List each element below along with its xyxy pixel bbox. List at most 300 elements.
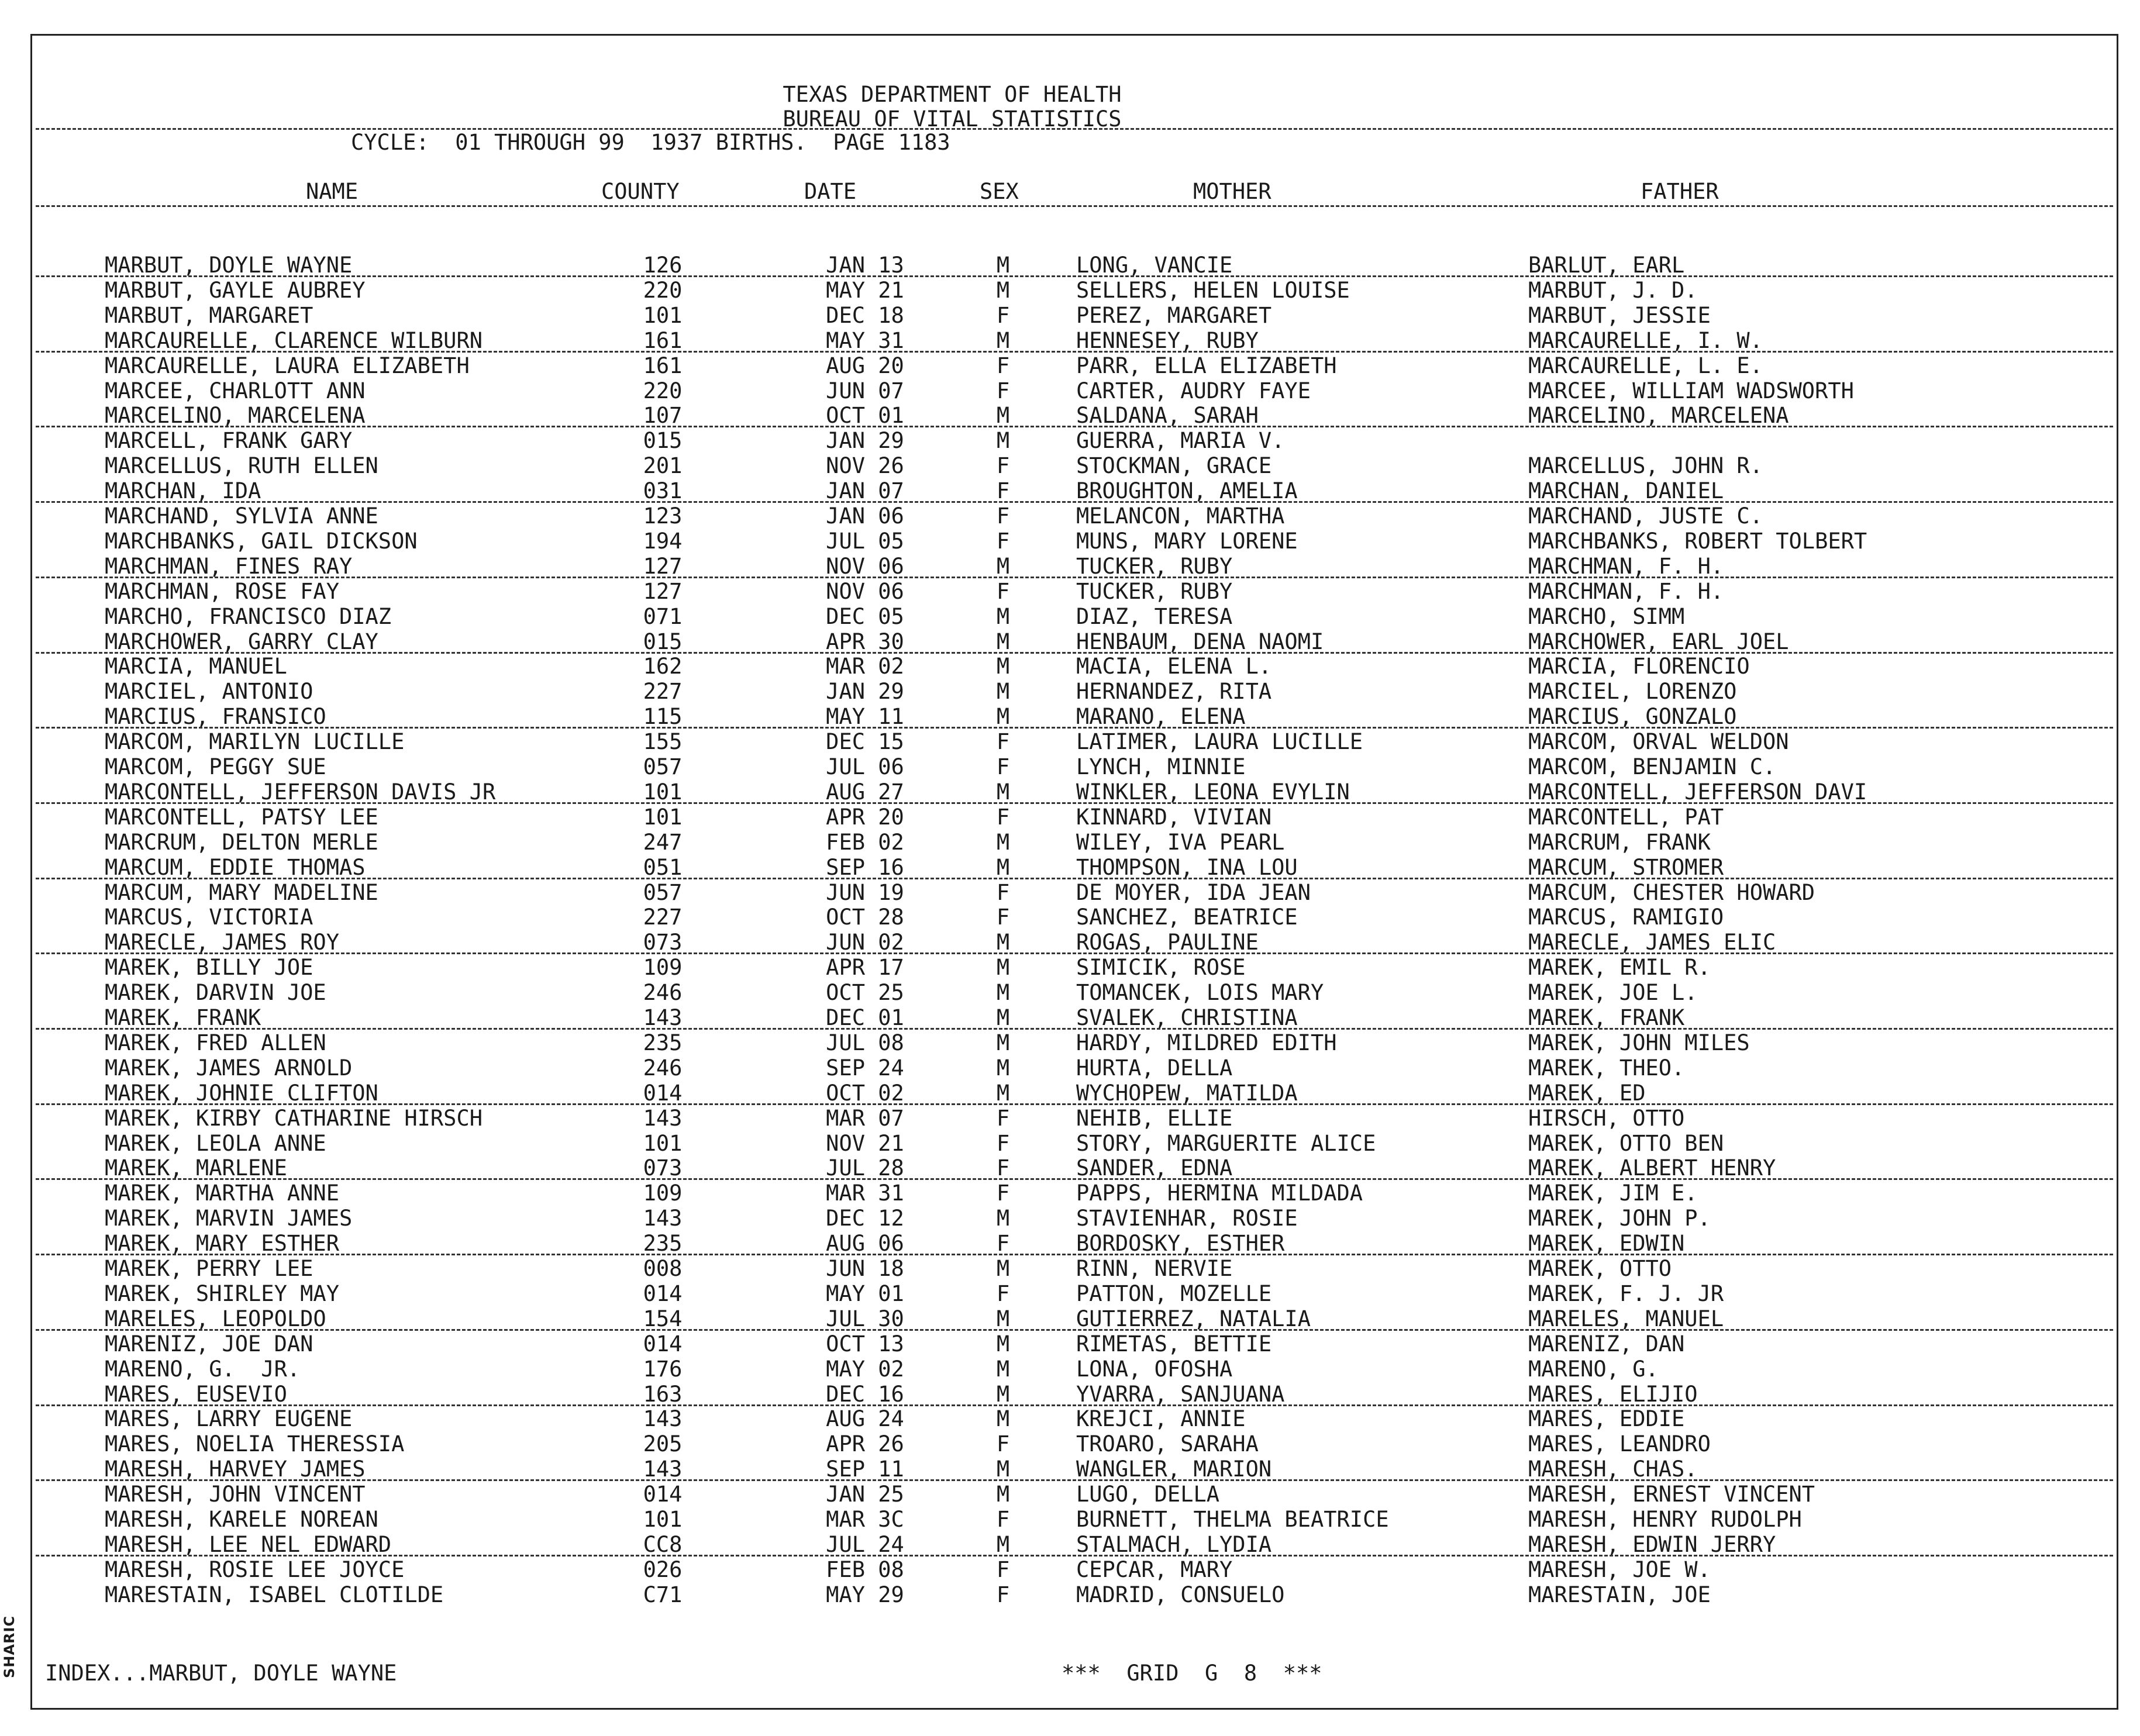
cell-date: MAY 21	[826, 277, 904, 303]
cell-mother: RIMETAS, BETTIE	[1076, 1331, 1272, 1357]
cell-mother: DIAZ, TERESA	[1076, 603, 1233, 629]
cell-mother: SVALEK, CHRISTINA	[1076, 1005, 1298, 1030]
cell-county: 227	[643, 679, 683, 705]
cell-name: MARESH, HARVEY JAMES	[105, 1457, 366, 1482]
cell-date: JAN 29	[826, 679, 904, 705]
cell-date: JAN 07	[826, 478, 904, 504]
cell-sex: M	[996, 704, 1010, 730]
cell-county: 162	[643, 654, 683, 679]
cell-name: MARESH, KARELE NOREAN	[105, 1507, 378, 1532]
row-separator	[36, 1178, 2113, 1180]
cell-name: MARCEE, CHARLOTT ANN	[105, 378, 366, 403]
cell-sex: F	[996, 478, 1010, 504]
cell-father: MARBUT, J. D.	[1528, 277, 1698, 303]
cell-date: JAN 29	[826, 428, 904, 454]
cell-date: DEC 15	[826, 729, 904, 755]
cell-father: MARCELINO, MARCELENA	[1528, 403, 1789, 429]
cell-county: 107	[643, 403, 683, 429]
cell-father: MARCHBANKS, ROBERT TOLBERT	[1528, 528, 1867, 554]
cell-county: 235	[643, 1030, 683, 1055]
cell-mother: PARR, ELLA ELIZABETH	[1076, 353, 1337, 378]
cell-date: MAR 02	[826, 654, 904, 679]
cell-mother: CARTER, AUDRY FAYE	[1076, 378, 1311, 403]
cell-father: MAREK, JOE L.	[1528, 980, 1698, 1006]
cell-date: MAR 07	[826, 1105, 904, 1131]
cell-mother: THOMPSON, INA LOU	[1076, 854, 1298, 880]
cell-name: MARCIA, MANUEL	[105, 654, 287, 679]
cell-name: MARCONTELL, PATSY LEE	[105, 804, 378, 830]
cell-mother: YVARRA, SANJUANA	[1076, 1381, 1285, 1407]
cell-father: MAREK, F. J. JR	[1528, 1281, 1724, 1306]
cell-sex: F	[996, 528, 1010, 554]
cell-sex: M	[996, 1005, 1010, 1030]
cell-sex: F	[996, 804, 1010, 830]
cell-name: MARCHMAN, ROSE FAY	[105, 578, 339, 604]
cell-sex: M	[996, 629, 1010, 654]
cell-sex: M	[996, 679, 1010, 705]
cell-date: DEC 16	[826, 1381, 904, 1407]
cell-mother: LUGO, DELLA	[1076, 1482, 1220, 1507]
cell-father: HIRSCH, OTTO	[1528, 1105, 1685, 1131]
cell-name: MARECLE, JAMES ROY	[105, 930, 339, 955]
cell-name: MARCELL, FRANK GARY	[105, 428, 353, 454]
cell-sex: F	[996, 1231, 1010, 1257]
cell-mother: WINKLER, LEONA EVYLIN	[1076, 779, 1350, 805]
cell-county: 155	[643, 729, 683, 755]
cell-father: MARESH, ERNEST VINCENT	[1528, 1482, 1815, 1507]
cell-date: DEC 01	[826, 1005, 904, 1030]
cell-father: MARES, EDDIE	[1528, 1406, 1685, 1432]
column-header-name: NAME	[306, 179, 359, 204]
cell-mother: DE MOYER, IDA JEAN	[1076, 879, 1311, 905]
grid-footer: *** GRID G 8 ***	[1062, 1661, 1322, 1686]
cell-county: 071	[643, 603, 683, 629]
cell-father: MARCAURELLE, I. W.	[1528, 327, 1763, 353]
cell-mother: RINN, NERVIE	[1076, 1256, 1233, 1281]
cell-name: MAREK, LEOLA ANNE	[105, 1130, 326, 1156]
cell-mother: HURTA, DELLA	[1076, 1055, 1233, 1081]
cell-county: 235	[643, 1231, 683, 1257]
cell-name: MARES, LARRY EUGENE	[105, 1406, 353, 1432]
cell-name: MARCOM, PEGGY SUE	[105, 754, 326, 779]
cell-name: MARCUM, MARY MADELINE	[105, 879, 378, 905]
cell-mother: NEHIB, ELLIE	[1076, 1105, 1233, 1131]
cell-date: JUN 18	[826, 1256, 904, 1281]
cell-date: JAN 13	[826, 253, 904, 278]
cell-date: DEC 12	[826, 1206, 904, 1231]
cell-father: MARBUT, JESSIE	[1528, 302, 1711, 328]
cell-father: MARECLE, JAMES ELIC	[1528, 930, 1776, 955]
cell-name: MARCHBANKS, GAIL DICKSON	[105, 528, 418, 554]
cell-father: MARESTAIN, JOE	[1528, 1582, 1711, 1607]
cell-date: OCT 13	[826, 1331, 904, 1357]
cell-mother: BORDOSKY, ESTHER	[1076, 1231, 1285, 1257]
cell-sex: F	[996, 378, 1010, 403]
cell-sex: F	[996, 1556, 1010, 1582]
cell-county: 123	[643, 503, 683, 529]
cell-father: MAREK, THEO.	[1528, 1055, 1685, 1081]
cell-mother: WANGLER, MARION	[1076, 1457, 1272, 1482]
row-separator	[36, 1555, 2113, 1556]
cell-name: MARCAURELLE, LAURA ELIZABETH	[105, 353, 470, 378]
cell-county: 101	[643, 302, 683, 328]
cell-sex: M	[996, 829, 1010, 855]
cell-name: MAREK, FRANK	[105, 1005, 261, 1030]
cell-mother: TUCKER, RUBY	[1076, 578, 1233, 604]
cell-date: AUG 20	[826, 353, 904, 378]
cell-mother: HARDY, MILDRED EDITH	[1076, 1030, 1337, 1055]
cell-name: MARCUM, EDDIE THOMAS	[105, 854, 366, 880]
cell-mother: MELANCON, MARTHA	[1076, 503, 1285, 529]
row-separator	[36, 1254, 2113, 1255]
cell-county: 051	[643, 854, 683, 880]
cell-sex: M	[996, 1457, 1010, 1482]
cell-name: MARES, EUSEVIO	[105, 1381, 287, 1407]
cell-county: 143	[643, 1457, 683, 1482]
cell-mother: MADRID, CONSUELO	[1076, 1582, 1285, 1607]
row-separator	[36, 1103, 2113, 1105]
cell-county: CC8	[643, 1531, 683, 1557]
cell-county: 143	[643, 1406, 683, 1432]
cell-father: MAREK, OTTO BEN	[1528, 1130, 1724, 1156]
cell-father: MARCRUM, FRANK	[1528, 829, 1711, 855]
cell-county: 109	[643, 955, 683, 981]
cell-sex: M	[996, 930, 1010, 955]
cell-name: MARCELINO, MARCELENA	[105, 403, 366, 429]
cell-mother: GUERRA, MARIA V.	[1076, 428, 1285, 454]
cell-date: SEP 11	[826, 1457, 904, 1482]
cell-father: MARCAURELLE, L. E.	[1528, 353, 1763, 378]
cell-county: 161	[643, 327, 683, 353]
cell-date: SEP 16	[826, 854, 904, 880]
cell-date: FEB 08	[826, 1556, 904, 1582]
cell-name: MARCHO, FRANCISCO DIAZ	[105, 603, 392, 629]
cell-father: MARCHAND, JUSTE C.	[1528, 503, 1763, 529]
cell-date: MAY 31	[826, 327, 904, 353]
cell-mother: STALMACH, LYDIA	[1076, 1531, 1272, 1557]
cell-father: MAREK, EMIL R.	[1528, 955, 1711, 981]
cell-county: 073	[643, 1155, 683, 1181]
cell-sex: M	[996, 1531, 1010, 1557]
cell-date: OCT 25	[826, 980, 904, 1006]
cell-sex: F	[996, 879, 1010, 905]
cell-sex: M	[996, 654, 1010, 679]
cell-father: MARCOM, BENJAMIN C.	[1528, 754, 1776, 779]
cell-county: 205	[643, 1431, 683, 1457]
cell-sex: F	[996, 578, 1010, 604]
cell-name: MARESH, LEE NEL EDWARD	[105, 1531, 392, 1557]
column-header-mother: MOTHER	[1193, 179, 1271, 204]
cell-date: SEP 24	[826, 1055, 904, 1081]
cell-date: AUG 06	[826, 1231, 904, 1257]
row-separator	[36, 426, 2113, 427]
cell-mother: BURNETT, THELMA BEATRICE	[1076, 1507, 1389, 1532]
cell-county: 246	[643, 980, 683, 1006]
cell-name: MARCAURELLE, CLARENCE WILBURN	[105, 327, 483, 353]
cell-date: OCT 02	[826, 1080, 904, 1106]
cell-date: APR 20	[826, 804, 904, 830]
cell-name: MARELES, LEOPOLDO	[105, 1306, 326, 1331]
cell-sex: M	[996, 327, 1010, 353]
cell-county: 073	[643, 930, 683, 955]
cell-date: MAY 11	[826, 704, 904, 730]
cell-father: MAREK, OTTO	[1528, 1256, 1672, 1281]
cell-name: MARCUS, VICTORIA	[105, 905, 313, 930]
cell-county: 127	[643, 553, 683, 579]
row-separator	[36, 652, 2113, 654]
cell-mother: MUNS, MARY LORENE	[1076, 528, 1298, 554]
cell-county: 101	[643, 804, 683, 830]
cell-date: MAY 01	[826, 1281, 904, 1306]
cell-mother: SELLERS, HELEN LOUISE	[1076, 277, 1350, 303]
register-page	[30, 34, 2118, 1710]
index-footer: INDEX...MARBUT, DOYLE WAYNE	[45, 1661, 397, 1686]
column-header-county: COUNTY	[601, 179, 680, 204]
cell-name: MARCIUS, FRANSICO	[105, 704, 326, 730]
cell-sex: M	[996, 1256, 1010, 1281]
cell-date: JUL 05	[826, 528, 904, 554]
cell-mother: CEPCAR, MARY	[1076, 1556, 1233, 1582]
cell-sex: F	[996, 729, 1010, 755]
cell-name: MAREK, MARVIN JAMES	[105, 1206, 353, 1231]
cell-sex: F	[996, 302, 1010, 328]
row-separator	[36, 351, 2113, 353]
cell-sex: F	[996, 503, 1010, 529]
bureau-title: BUREAU OF VITAL STATISTICS	[783, 106, 1122, 132]
cell-county: 014	[643, 1482, 683, 1507]
cell-mother: STORY, MARGUERITE ALICE	[1076, 1130, 1376, 1156]
cell-name: MARCRUM, DELTON MERLE	[105, 829, 378, 855]
cell-county: 143	[643, 1005, 683, 1030]
cell-date: MAR 31	[826, 1181, 904, 1206]
cell-date: JUL 08	[826, 1030, 904, 1055]
cell-father: MARESH, JOE W.	[1528, 1556, 1711, 1582]
cell-name: MAREK, JAMES ARNOLD	[105, 1055, 353, 1081]
cell-sex: F	[996, 1181, 1010, 1206]
cell-name: MAREK, DARVIN JOE	[105, 980, 326, 1006]
cell-name: MARBUT, DOYLE WAYNE	[105, 253, 353, 278]
cell-sex: F	[996, 1582, 1010, 1607]
cell-name: MARESH, ROSIE LEE JOYCE	[105, 1556, 405, 1582]
cell-county: 014	[643, 1281, 683, 1306]
cell-date: MAR 3C	[826, 1507, 904, 1532]
cell-name: MAREK, MARTHA ANNE	[105, 1181, 339, 1206]
cell-father: MAREK, JIM E.	[1528, 1181, 1698, 1206]
row-separator	[36, 952, 2113, 954]
cell-name: MARCHMAN, FINES RAY	[105, 553, 353, 579]
cell-county: 220	[643, 378, 683, 403]
cell-mother: STOCKMAN, GRACE	[1076, 453, 1272, 479]
cell-county: 143	[643, 1105, 683, 1131]
cell-sex: M	[996, 1055, 1010, 1081]
cell-sex: M	[996, 428, 1010, 454]
cell-county: 014	[643, 1080, 683, 1106]
side-mark: SHARIC	[1, 1616, 18, 1678]
cell-sex: M	[996, 253, 1010, 278]
cell-mother: LONA, OFOSHA	[1076, 1356, 1233, 1382]
cell-date: OCT 01	[826, 403, 904, 429]
cell-mother: PATTON, MOZELLE	[1076, 1281, 1272, 1306]
cell-father: MARCUM, STROMER	[1528, 854, 1724, 880]
cell-mother: GUTIERREZ, NATALIA	[1076, 1306, 1311, 1331]
cell-name: MARCHOWER, GARRY CLAY	[105, 629, 378, 654]
cell-mother: TROARO, SARAHA	[1076, 1431, 1259, 1457]
cell-mother: PAPPS, HERMINA MILDADA	[1076, 1181, 1363, 1206]
row-separator	[36, 1404, 2113, 1406]
cell-mother: WYCHOPEW, MATILDA	[1076, 1080, 1298, 1106]
cell-father: MARCHMAN, F. H.	[1528, 553, 1724, 579]
cell-father: MARENO, G.	[1528, 1356, 1659, 1382]
cell-name: MARBUT, MARGARET	[105, 302, 313, 328]
cell-father: MARCHAN, DANIEL	[1528, 478, 1724, 504]
cell-county: 057	[643, 754, 683, 779]
cell-father: MARCIEL, LORENZO	[1528, 679, 1737, 705]
cell-father: MAREK, JOHN P.	[1528, 1206, 1711, 1231]
column-header-sex: SEX	[980, 179, 1019, 204]
cell-sex: F	[996, 353, 1010, 378]
cell-date: JUL 28	[826, 1155, 904, 1181]
cell-county: 101	[643, 779, 683, 805]
cell-name: MARCOM, MARILYN LUCILLE	[105, 729, 405, 755]
cell-county: 026	[643, 1556, 683, 1582]
cell-father: MARCONTELL, PAT	[1528, 804, 1724, 830]
cell-sex: F	[996, 754, 1010, 779]
cell-mother: LATIMER, LAURA LUCILLE	[1076, 729, 1363, 755]
cell-father: MAREK, ALBERT HENRY	[1528, 1155, 1776, 1181]
cell-name: MAREK, BILLY JOE	[105, 955, 313, 981]
cell-county: 115	[643, 704, 683, 730]
cell-father: MARCIUS, GONZALO	[1528, 704, 1737, 730]
cell-county: 163	[643, 1381, 683, 1407]
cell-sex: F	[996, 1105, 1010, 1131]
cell-name: MAREK, KIRBY CATHARINE HIRSCH	[105, 1105, 483, 1131]
cell-mother: TOMANCEK, LOIS MARY	[1076, 980, 1324, 1006]
cell-date: APR 26	[826, 1431, 904, 1457]
cell-sex: F	[996, 453, 1010, 479]
cell-county: 161	[643, 353, 683, 378]
cell-county: 101	[643, 1507, 683, 1532]
cell-mother: HERNANDEZ, RITA	[1076, 679, 1272, 705]
column-header-rule	[36, 205, 2113, 207]
cell-father: MARESH, CHAS.	[1528, 1457, 1698, 1482]
cell-mother: STAVIENHAR, ROSIE	[1076, 1206, 1298, 1231]
cell-name: MARESH, JOHN VINCENT	[105, 1482, 366, 1507]
cell-sex: M	[996, 1406, 1010, 1432]
row-separator	[36, 275, 2113, 277]
cell-sex: F	[996, 905, 1010, 930]
cell-mother: BROUGHTON, AMELIA	[1076, 478, 1298, 504]
cell-mother: KINNARD, VIVIAN	[1076, 804, 1272, 830]
cell-mother: ROGAS, PAULINE	[1076, 930, 1259, 955]
cell-mother: LYNCH, MINNIE	[1076, 754, 1246, 779]
cell-name: MARCHAND, SYLVIA ANNE	[105, 503, 378, 529]
cell-name: MARCHAN, IDA	[105, 478, 261, 504]
column-header-father: FATHER	[1641, 179, 1719, 204]
cell-name: MARESTAIN, ISABEL CLOTILDE	[105, 1582, 444, 1607]
cell-sex: M	[996, 603, 1010, 629]
header-rule	[36, 128, 2113, 130]
cell-mother: HENNESEY, RUBY	[1076, 327, 1259, 353]
cell-county: 154	[643, 1306, 683, 1331]
cell-sex: M	[996, 1356, 1010, 1382]
cell-sex: F	[996, 1431, 1010, 1457]
cell-father: MARESH, EDWIN JERRY	[1528, 1531, 1776, 1557]
cell-name: MAREK, JOHNIE CLIFTON	[105, 1080, 378, 1106]
cell-sex: M	[996, 403, 1010, 429]
cell-sex: M	[996, 779, 1010, 805]
cell-county: 227	[643, 905, 683, 930]
cell-father: MARCELLUS, JOHN R.	[1528, 453, 1763, 479]
cell-date: MAY 29	[826, 1582, 904, 1607]
cell-father: MARCUS, RAMIGIO	[1528, 905, 1724, 930]
cell-father: MARESH, HENRY RUDOLPH	[1528, 1507, 1802, 1532]
cell-name: MAREK, PERRY LEE	[105, 1256, 313, 1281]
cell-county: 220	[643, 277, 683, 303]
cell-name: MAREK, MARY ESTHER	[105, 1231, 339, 1257]
cell-name: MARES, NOELIA THERESSIA	[105, 1431, 405, 1457]
cycle-line: CYCLE: 01 THROUGH 99 1937 BIRTHS. PAGE 1183	[351, 130, 950, 155]
cell-county: 015	[643, 629, 683, 654]
cell-county: 127	[643, 578, 683, 604]
cell-date: JUN 19	[826, 879, 904, 905]
cell-father: MARCHMAN, F. H.	[1528, 578, 1724, 604]
cell-sex: F	[996, 1507, 1010, 1532]
cell-county: 101	[643, 1130, 683, 1156]
cell-county: C71	[643, 1582, 683, 1607]
cell-name: MAREK, FRED ALLEN	[105, 1030, 326, 1055]
cell-mother: SANCHEZ, BEATRICE	[1076, 905, 1298, 930]
cell-sex: M	[996, 1331, 1010, 1357]
cell-county: 014	[643, 1331, 683, 1357]
cell-county: 015	[643, 428, 683, 454]
cell-sex: M	[996, 1306, 1010, 1331]
cell-father: MARCEE, WILLIAM WADSWORTH	[1528, 378, 1854, 403]
cell-date: DEC 18	[826, 302, 904, 328]
cell-sex: M	[996, 854, 1010, 880]
cell-county: 176	[643, 1356, 683, 1382]
cell-name: MARCIEL, ANTONIO	[105, 679, 313, 705]
cell-father: MARCIA, FLORENCIO	[1528, 654, 1750, 679]
cell-date: NOV 26	[826, 453, 904, 479]
cell-name: MAREK, MARLENE	[105, 1155, 287, 1181]
cell-father: MAREK, EDWIN	[1528, 1231, 1685, 1257]
cell-name: MARCONTELL, JEFFERSON DAVIS JR	[105, 779, 496, 805]
cell-date: JAN 06	[826, 503, 904, 529]
cell-sex: M	[996, 980, 1010, 1006]
column-header-date: DATE	[804, 179, 857, 204]
cell-sex: F	[996, 1155, 1010, 1181]
cell-sex: M	[996, 1381, 1010, 1407]
cell-mother: TUCKER, RUBY	[1076, 553, 1233, 579]
cell-name: MARENO, G. JR.	[105, 1356, 301, 1382]
cell-father: MAREK, FRANK	[1528, 1005, 1685, 1030]
cell-mother: SANDER, EDNA	[1076, 1155, 1233, 1181]
row-separator	[36, 802, 2113, 804]
cell-father: MARCONTELL, JEFFERSON DAVI	[1528, 779, 1867, 805]
row-separator	[36, 1028, 2113, 1030]
cell-date: FEB 02	[826, 829, 904, 855]
cell-name: MARBUT, GAYLE AUBREY	[105, 277, 366, 303]
cell-father: MARCOM, ORVAL WELDON	[1528, 729, 1789, 755]
cell-sex: M	[996, 1482, 1010, 1507]
cell-sex: M	[996, 955, 1010, 981]
cell-sex: M	[996, 1030, 1010, 1055]
cell-county: 247	[643, 829, 683, 855]
cell-mother: SIMICIK, ROSE	[1076, 955, 1246, 981]
cell-sex: F	[996, 1130, 1010, 1156]
cell-father: MARCUM, CHESTER HOWARD	[1528, 879, 1815, 905]
cell-sex: M	[996, 1080, 1010, 1106]
